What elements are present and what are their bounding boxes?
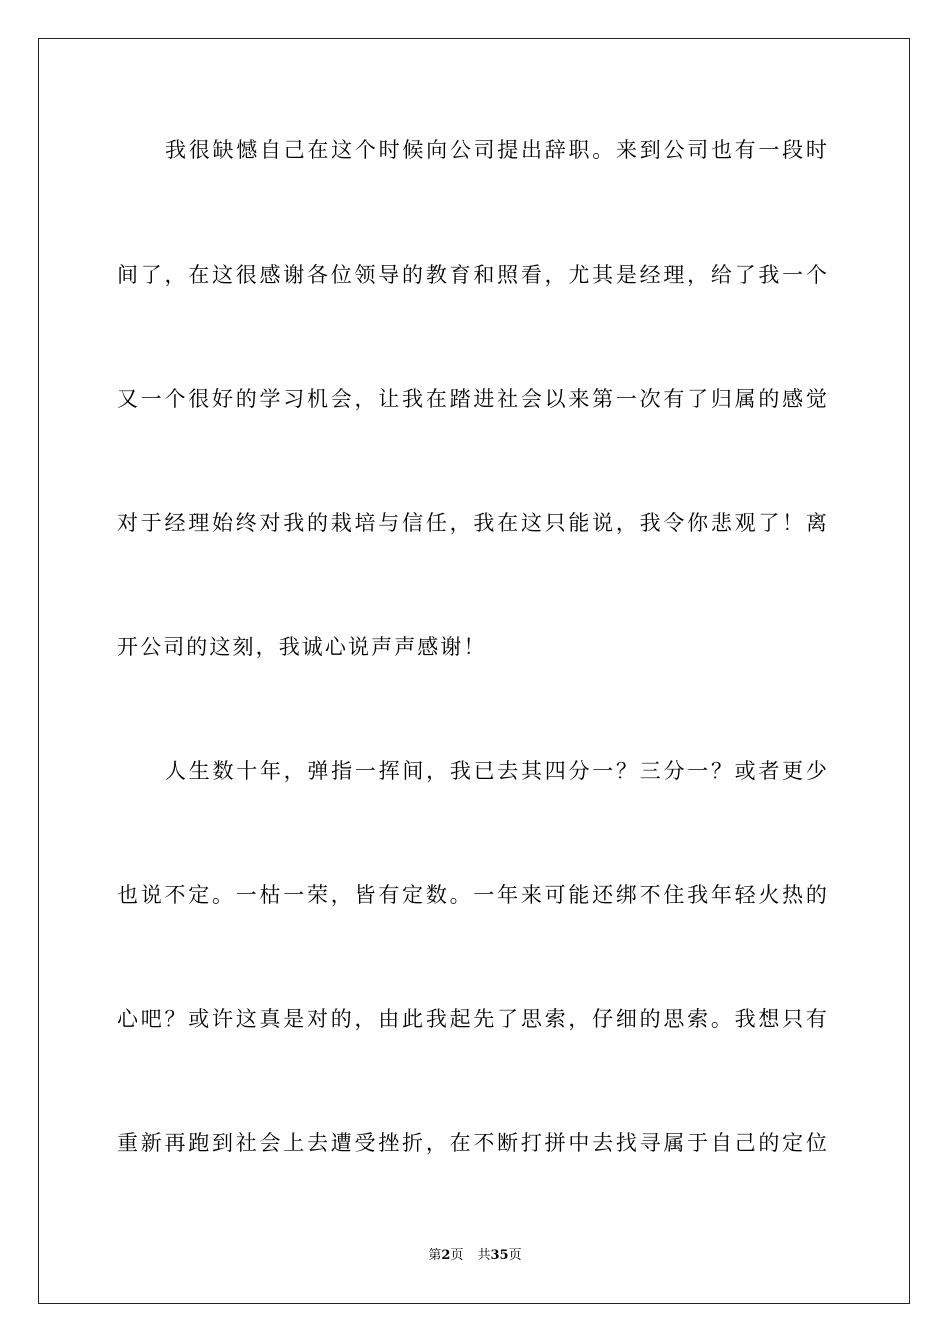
text-line: 我很缺憾自己在这个时候向公司提出辞职。来到公司也有一段时: [165, 138, 829, 162]
text-line: 也说不定。一枯一荣，皆有定数。一年来可能还绑不住我年轻火热的: [117, 883, 829, 907]
text-line: 开公司的这刻，我诚心说声声感谢！: [117, 635, 487, 659]
text-line: 间了，在这很感谢各位领导的教育和照看，尤其是经理，给了我一个: [117, 263, 829, 287]
total-pages: 35: [490, 1248, 509, 1263]
page-footer: [0, 1248, 950, 1264]
total-prefix: 共: [477, 1248, 491, 1263]
page-border: [38, 38, 910, 1304]
page-prefix: 第: [428, 1248, 442, 1263]
page-suffix: 页: [450, 1248, 464, 1263]
total-suffix: 页: [508, 1248, 522, 1263]
text-line: 人生数十年，弹指一挥间，我已去其四分一？三分一？或者更少: [165, 759, 829, 783]
page-number: 2: [441, 1248, 451, 1263]
text-line: 又一个很好的学习机会，让我在踏进社会以来第一次有了归属的感觉: [117, 387, 829, 411]
text-line: 心吧？或许这真是对的，由此我起先了思索，仔细的思索。我想只有: [117, 1007, 829, 1031]
text-line: 重新再跑到社会上去遭受挫折，在不断打拼中去找寻属于自己的定位: [117, 1131, 829, 1155]
text-line: 对于经理始终对我的栽培与信任，我在这只能说，我令你悲观了！离: [117, 511, 829, 535]
